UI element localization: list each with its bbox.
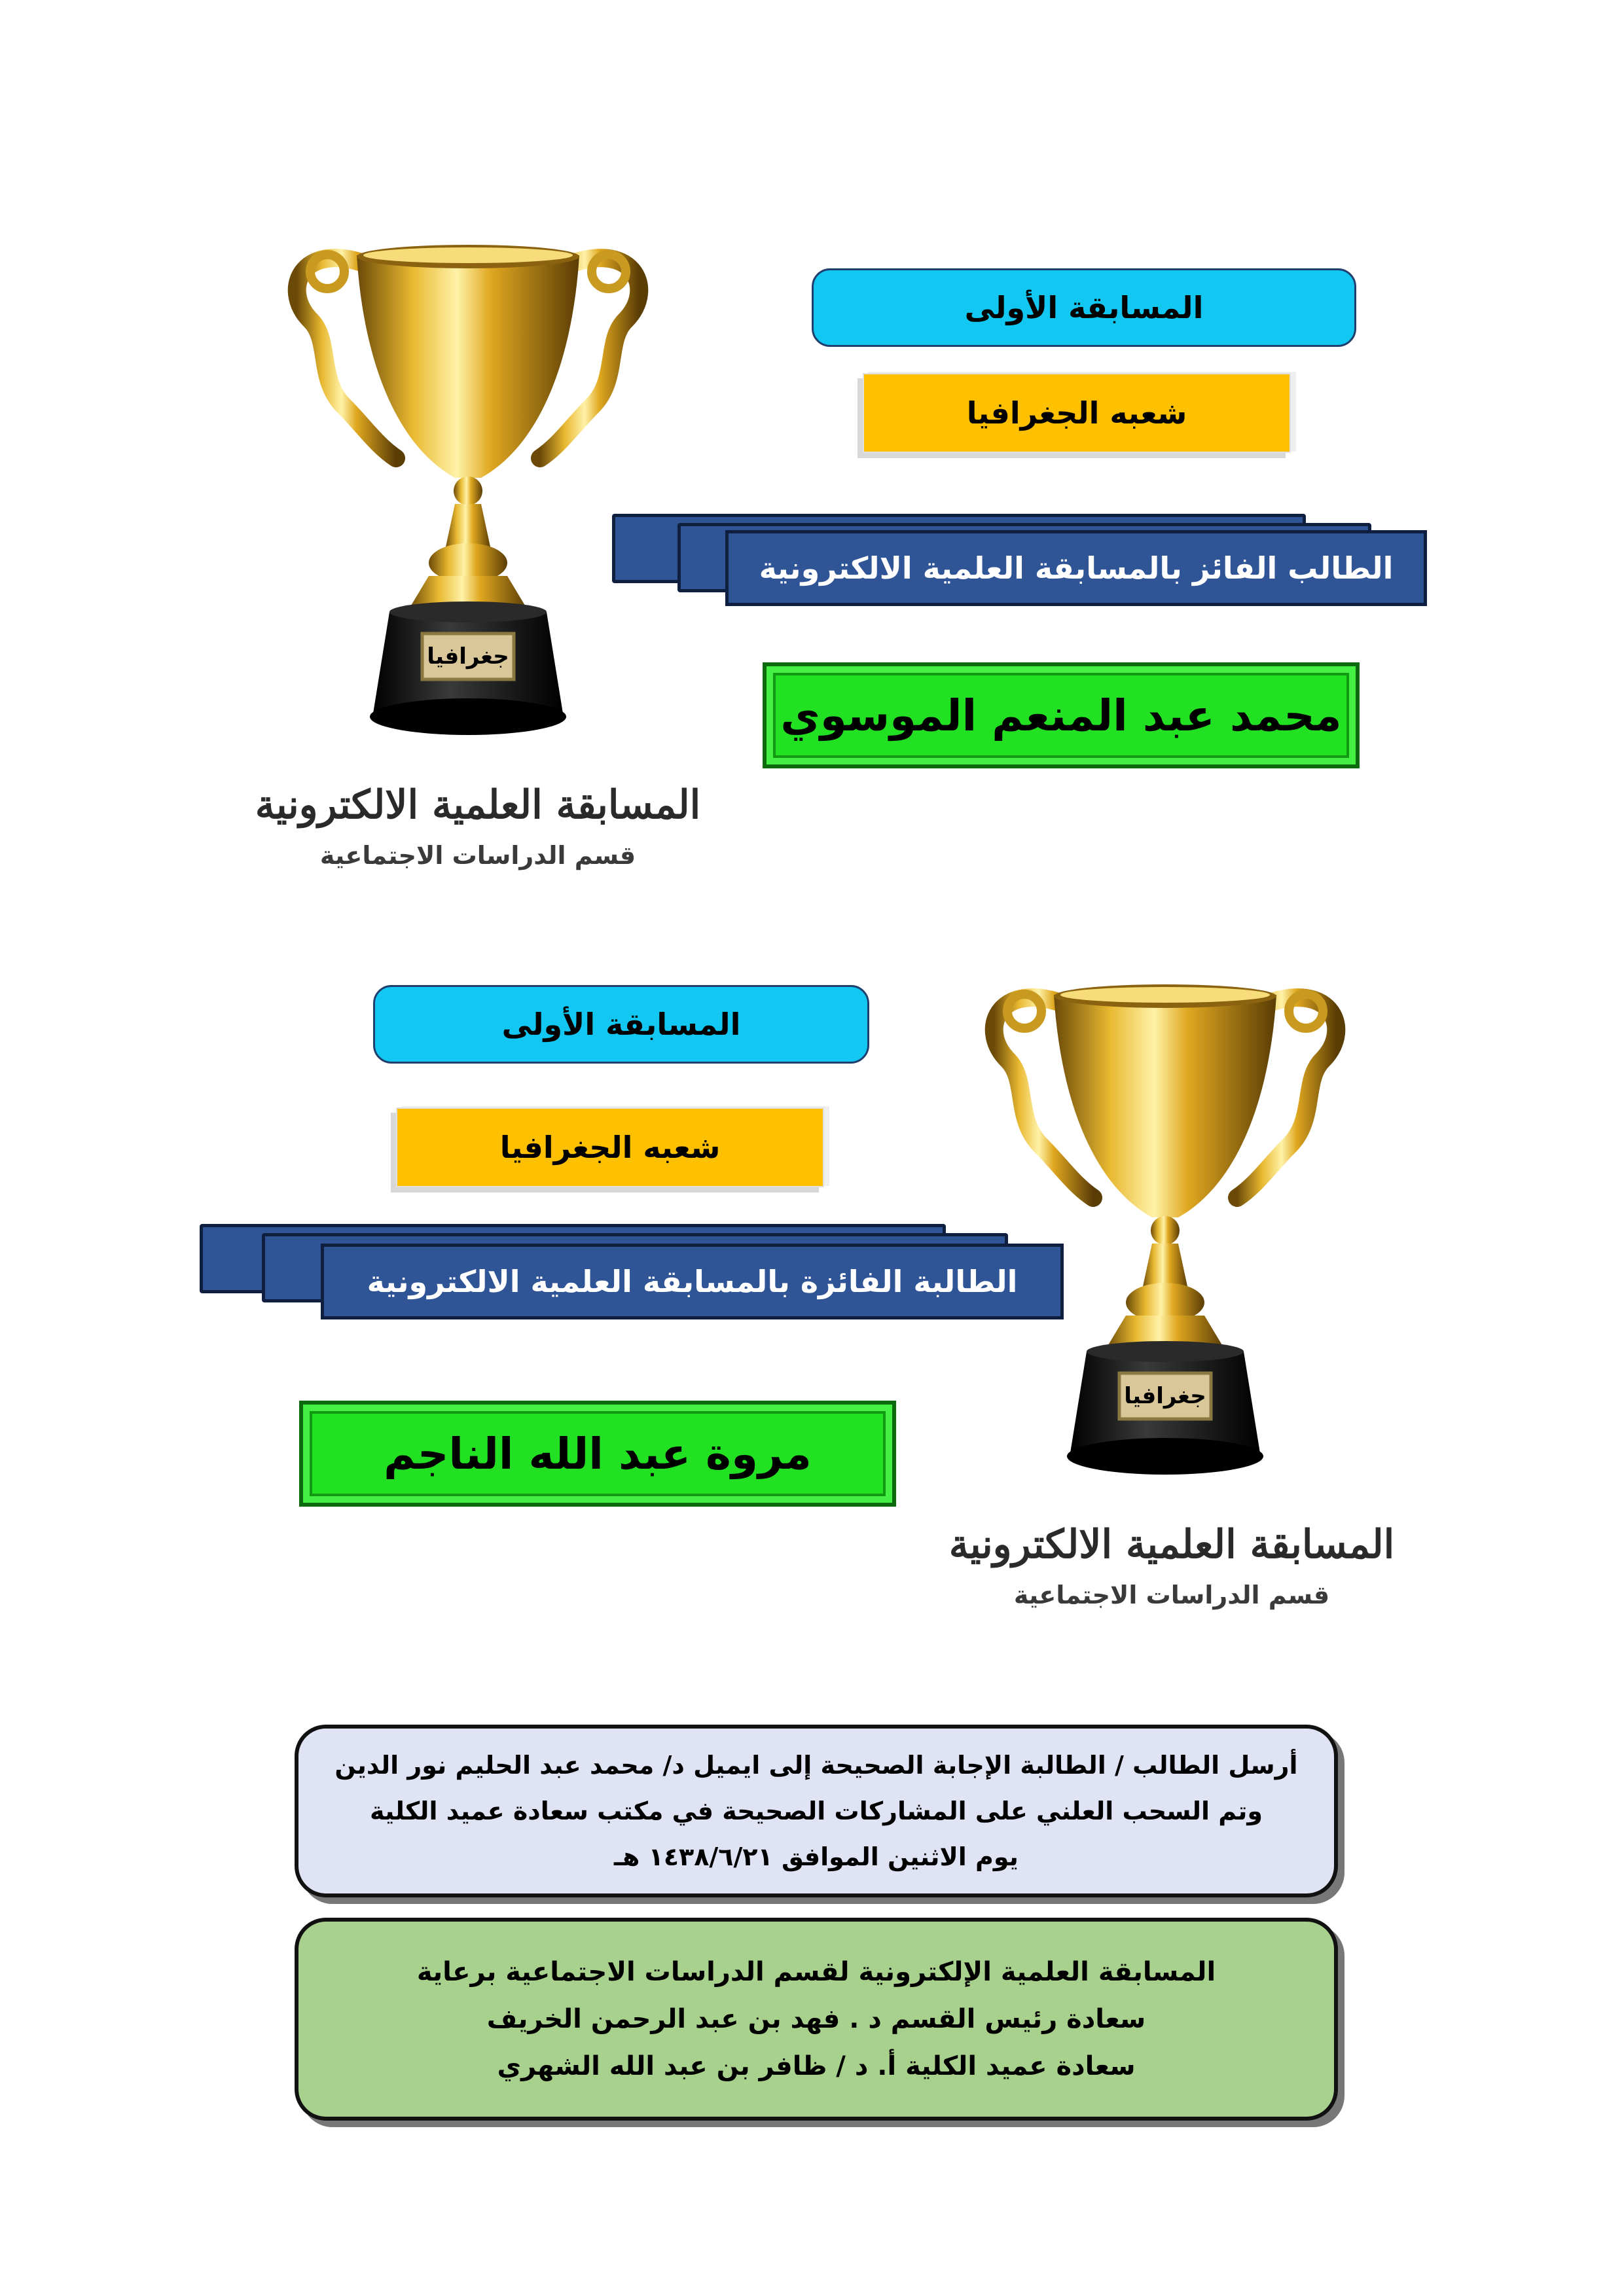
winner-caption-2: الطالبة الفائزة بالمسابقة العلمية الالكترونية [321,1244,1064,1319]
division-label-1: شعبه الجغرافيا [863,373,1291,453]
trophy-1-caption-sub: قسم الدراسات الاجتماعية [319,841,636,870]
trophy-1 [265,209,671,746]
trophy-2-caption-sub: قسم الدراسات الاجتماعية [1013,1581,1330,1609]
competition-label-2: المسابقة الأولى [373,985,869,1064]
winner-ribbon-1 [612,514,1427,619]
draw-notice-line-1: أرسل الطالب / الطالبة الإجابة الصحيحة إلى ايميل د/ محمد عبد الحليم نور الدين [334,1751,1298,1780]
trophy-2 [962,949,1368,1486]
draw-notice-line-3: يوم الاثنين الموافق ١٤٣٨/٦/٢١ هـ [614,1842,1019,1871]
draw-notice [295,1725,1338,1897]
winner-name-2: مروة عبد الله الناجم [299,1401,896,1507]
draw-notice-line-2: وتم السحب العلني على المشاركات الصحيحة في مكتب سعادة عميد الكلية [370,1797,1263,1825]
trophy-1-caption-main: المسابقة العلمية الالكترونية [255,782,701,828]
sponsor-line-3: سعادة عميد الكلية أ. د / ظافر بن عبد الله الشهري [497,2051,1136,2081]
sponsor-line-1: المسابقة العلمية الإلكترونية لقسم الدراسات الاجتماعية برعاية [416,1957,1216,1987]
winner-caption-1: الطالب الفائز بالمسابقة العلمية الالكترونية [725,530,1427,606]
sponsor-line-2: سعادة رئيس القسم د . فهد بن عبد الرحمن الخريف [486,2004,1146,2034]
competition-label-1: المسابقة الأولى [812,268,1356,347]
sponsor-notice [295,1918,1338,2121]
trophy-plaque-label: جغرافيا [1124,1383,1206,1409]
division-label-2: شعبه الجغرافيا [396,1107,824,1187]
winner-name-1: محمد عبد المنعم الموسوي [763,662,1360,768]
trophy-plaque-label: جغرافيا [427,643,509,670]
winner-ribbon-2 [200,1224,1070,1329]
trophy-2-caption-main: المسابقة العلمية الالكترونية [948,1522,1395,1568]
